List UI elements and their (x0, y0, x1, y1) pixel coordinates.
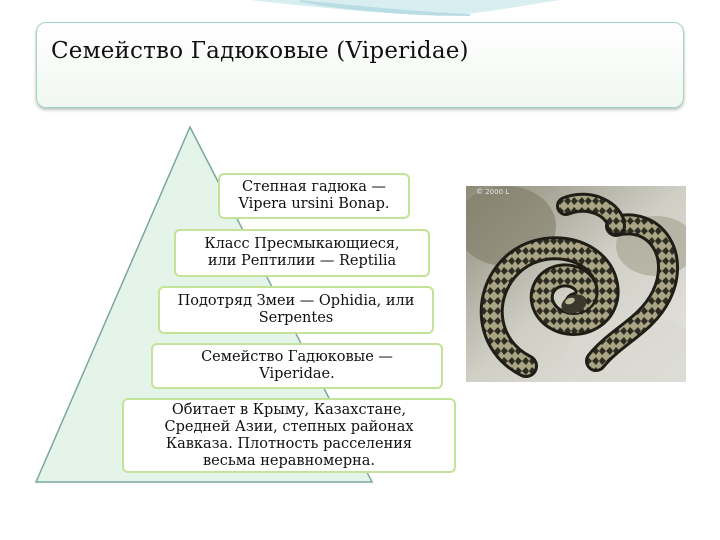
photo-copyright: © 2000 L (476, 188, 510, 196)
tier-text-line: Viperidae. (259, 366, 335, 382)
tier-text-line: весьма неравномерна. (202, 452, 376, 469)
viper-photo (466, 186, 686, 382)
tier-text-line: Класс Пресмыкающиеся, (204, 236, 400, 252)
pyramid-tier-habitat (122, 398, 456, 473)
tier-text-line: Кавказа. Плотность расселения (165, 435, 413, 452)
tier-text-line: Serpentes (258, 310, 334, 326)
tier-text-line: Подотряд Змеи — Ophidia, или (177, 293, 415, 309)
pyramid-tier-family (151, 343, 443, 389)
slide-title: Семейство Гадюковые (Viperidae) (51, 38, 469, 64)
pyramid-tier-suborder (158, 286, 434, 334)
tier-text-line: Средней Азии, степных районах (164, 418, 414, 435)
tier-text-line: Семейство Гадюковые — (201, 349, 393, 365)
tier-text-line: Степная гадюка — (241, 179, 387, 195)
tier-text-line: или Рептилии — Reptilia (207, 253, 397, 269)
pyramid-tier-class (174, 229, 430, 277)
tier-text-line: Обитает в Крыму, Казахстане, (171, 401, 407, 418)
tier-text-line: Vipera ursini Bonap. (238, 196, 390, 212)
pyramid-tier-species (218, 173, 410, 219)
